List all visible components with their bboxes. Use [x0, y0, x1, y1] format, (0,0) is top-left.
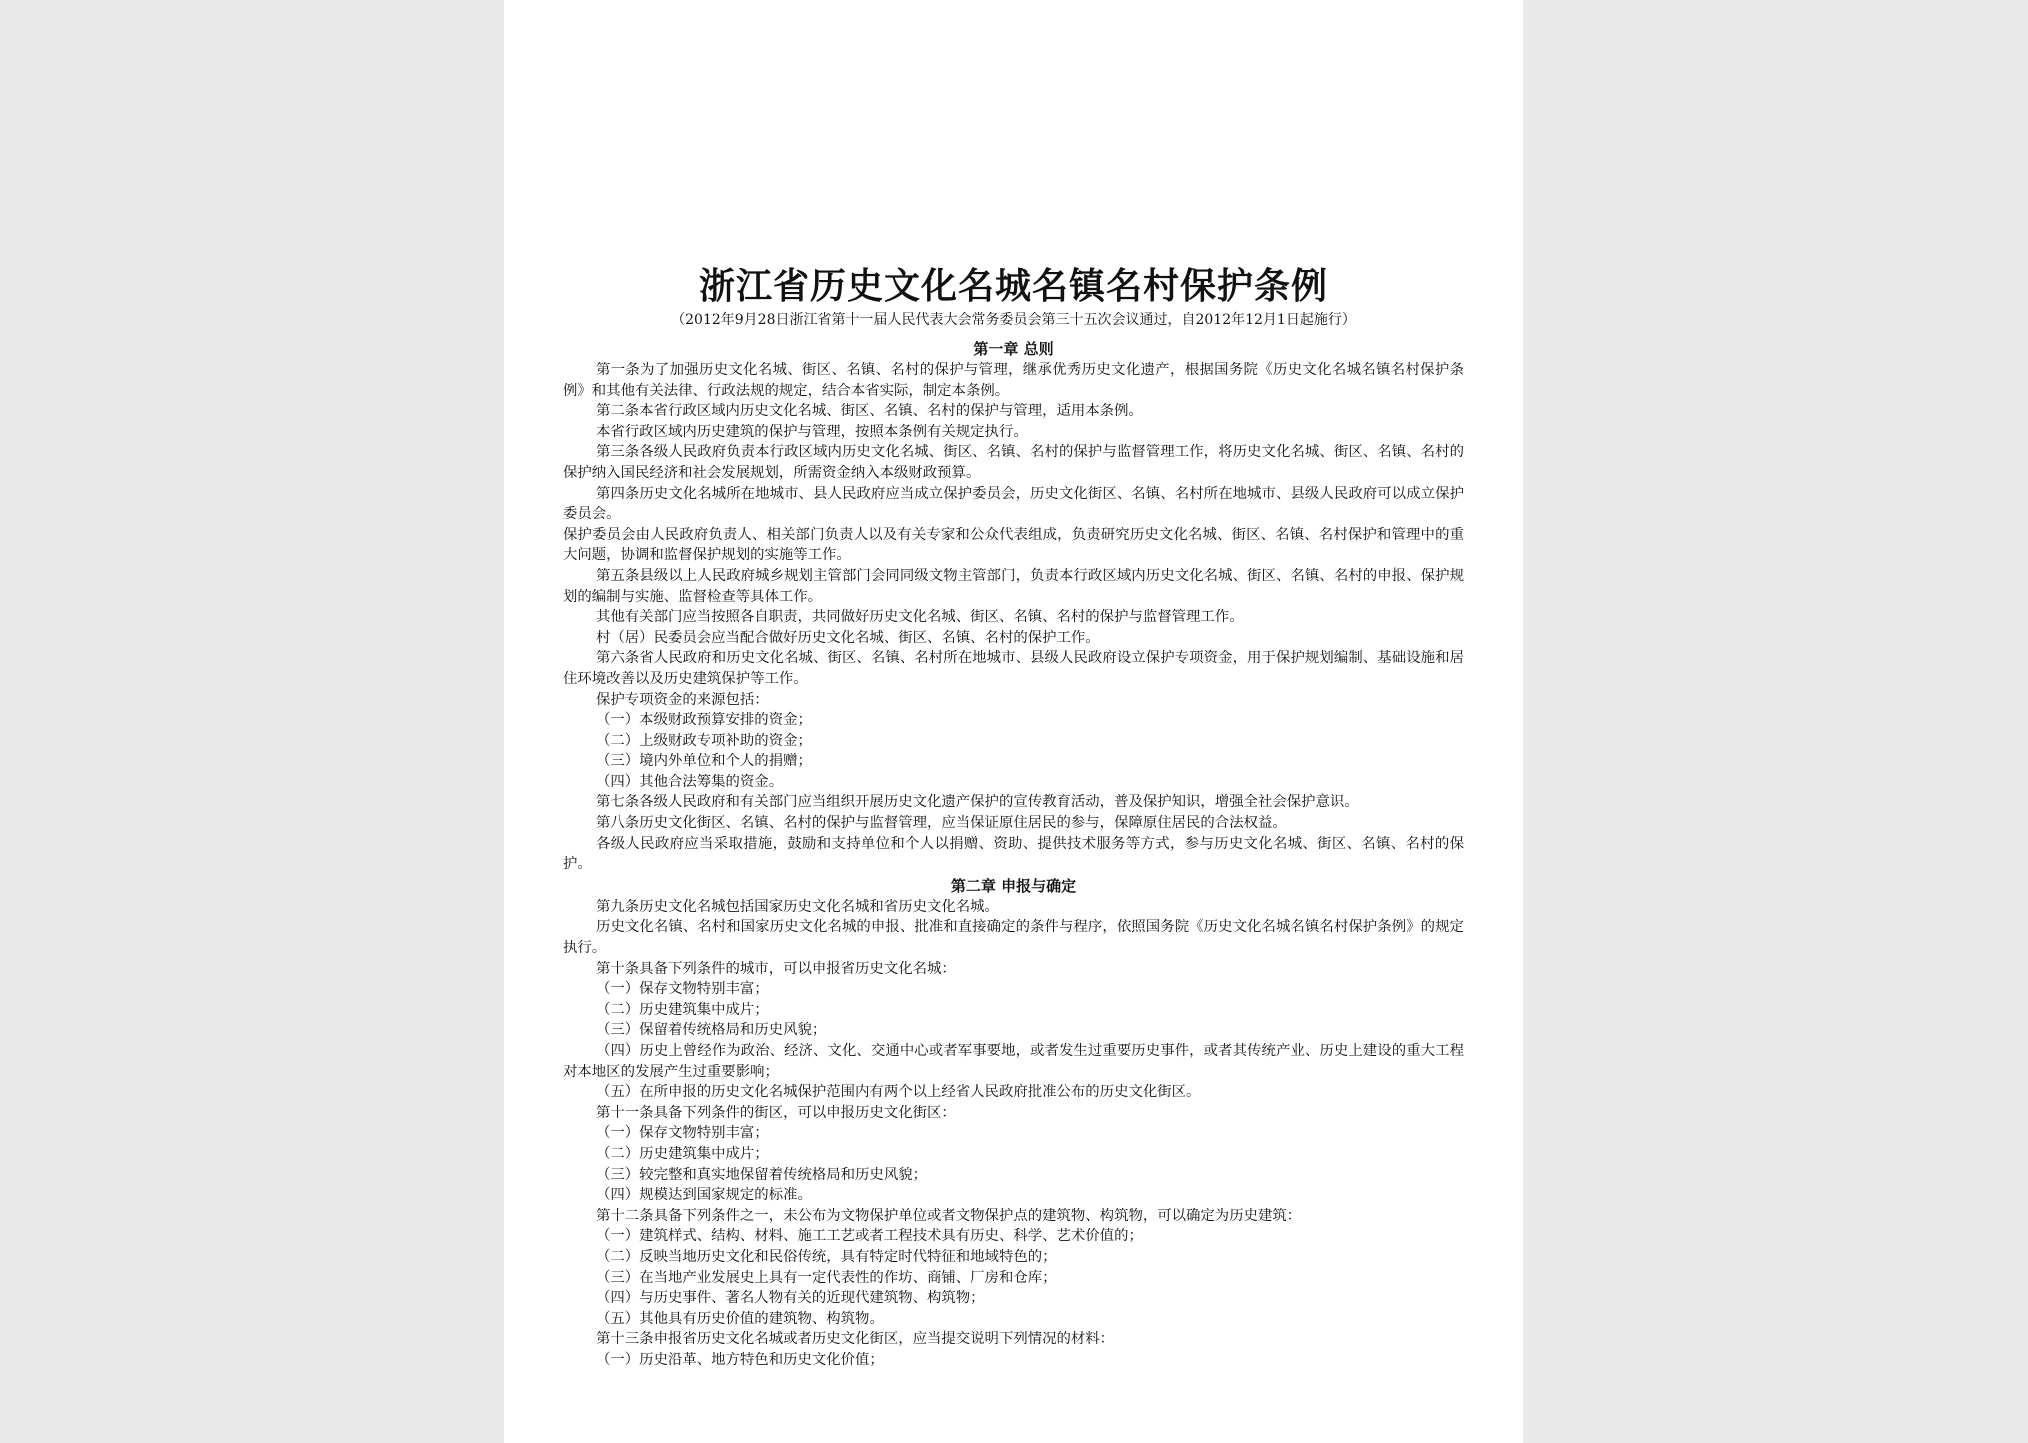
article-paragraph: 第三条各级人民政府负责本行政区域内历史文化名城、街区、名镇、名村的保护与监督管理工作，将历史文化名城、街区、名镇、名村的保护纳入国民经济和社会发展规划，所需资金纳入本级财政预算。 [563, 444, 1464, 481]
article-paragraph: 本省行政区域内历史建筑的保护与管理，按照本条例有关规定执行。 [596, 423, 1028, 440]
article-paragraph: 第四条历史文化名城所在地城市、县人民政府应当成立保护委员会，历史文化街区、名镇、名村所在地城市、县级人民政府可以成立保护委员会。 [563, 485, 1464, 523]
list-item: （二）反映当地历史文化和民俗传统，具有特定时代特征和地域特色的； [596, 1248, 1057, 1265]
chapter-heading: 第一章 总则 [973, 340, 1054, 358]
article-paragraph: 历史文化名镇、名村和国家历史文化名城的申报、批准和直接确定的条件与程序，依照国务院《历史文化名城名镇名村保护条例》的规定执行。 [563, 919, 1464, 957]
article-paragraph: 第七条各级人民政府和有关部门应当组织开展历史文化遗产保护的宣传教育活动，普及保护知识，增强全社会保护意识。 [596, 794, 1359, 811]
article-paragraph: 各级人民政府应当采取措施，鼓励和支持单位和个人以捐赠、资助、提供技术服务等方式，参与历史文化名城、街区、名镇、名村的保护。 [563, 835, 1464, 873]
document-page [504, 0, 1523, 1443]
list-item: （二）历史建筑集中成片； [596, 1001, 769, 1018]
list-item: （四）规模达到国家规定的标准。 [596, 1187, 812, 1204]
article-paragraph: 保护委员会由人民政府负责人、相关部门负责人以及有关专家和公众代表组成，负责研究历史文化名城、街区、名镇、名村保护和管理中的重大问题，协调和监督保护规划的实施等工作。 [563, 526, 1464, 564]
list-item: （四）历史上曾经作为政治、经济、文化、交通中心或者军事要地，或者发生过重要历史事件，或者其传统产业、历史上建设的重大工程对本地区的发展产生过重要影响； [563, 1043, 1464, 1080]
article-paragraph: 第八条历史文化街区、名镇、名村的保护与监督管理，应当保证原住居民的参与，保障原住居民的合法权益。 [596, 815, 1287, 832]
list-item: （四）与历史事件、著名人物有关的近现代建筑物、构筑物； [596, 1290, 985, 1307]
article-paragraph: 第十二条具备下列条件之一，未公布为文物保护单位或者文物保护点的建筑物、构筑物，可以确定为历史建筑： [596, 1207, 1302, 1224]
list-item: （二）历史建筑集中成片； [596, 1145, 769, 1162]
list-item: （三）境内外单位和个人的捐赠； [596, 753, 812, 770]
article-paragraph: 其他有关部门应当按照各自职责，共同做好历史文化名城、街区、名镇、名村的保护与监督管理工作。 [596, 609, 1244, 626]
article-paragraph: 第一条为了加强历史文化名城、街区、名镇、名村的保护与管理，继承优秀历史文化遗产，根据国务院《历史文化名城名镇名村保护条例》和其他有关法律、行政法规的规定，结合本省实际，制定本条例。 [563, 362, 1464, 399]
article-paragraph: 第十条具备下列条件的城市，可以申报省历史文化名城： [596, 960, 956, 977]
document-subtitle: （2012年9月28日浙江省第十一届人民代表大会常务委员会第三十五次会议通过，自2012年12月1日起施行） [671, 312, 1356, 328]
article-paragraph: 第二条本省行政区域内历史文化名城、街区、名镇、名村的保护与管理，适用本条例。 [596, 403, 1143, 420]
list-item: （一）保存文物特别丰富； [596, 981, 769, 998]
list-item: （三）保留着传统格局和历史风貌； [596, 1022, 827, 1039]
list-item: （一）本级财政预算安排的资金； [596, 712, 812, 729]
article-paragraph: 第六条省人民政府和历史文化名城、街区、名镇、名村所在地城市、县级人民政府设立保护专项资金，用于保护规划编制、基础设施和居住环境改善以及历史建筑保护等工作。 [563, 650, 1464, 687]
document-title: 浙江省历史文化名城名镇名村保护条例 [698, 265, 1328, 307]
list-item: （二）上级财政专项补助的资金； [596, 732, 812, 749]
article-paragraph: 第十三条申报省历史文化名城或者历史文化街区，应当提交说明下列情况的材料： [596, 1331, 1115, 1348]
list-item: （四）其他合法筹集的资金。 [596, 773, 784, 790]
list-item: （三）在当地产业发展史上具有一定代表性的作坊、商铺、厂房和仓库； [596, 1269, 1057, 1286]
article-paragraph: 村（居）民委员会应当配合做好历史文化名城、街区、名镇、名村的保护工作。 [596, 629, 1100, 646]
list-item: （三）较完整和真实地保留着传统格局和历史风貌； [596, 1166, 927, 1183]
list-item: （一）保存文物特别丰富； [596, 1125, 769, 1142]
list-item: （五）其他具有历史价值的建筑物、构筑物。 [596, 1310, 884, 1327]
chapter-heading: 第二章 申报与确定 [950, 876, 1077, 895]
list-item: （五）在所申报的历史文化名城保护范围内有两个以上经省人民政府批准公布的历史文化街区。 [596, 1084, 1201, 1101]
article-paragraph: 第九条历史文化名城包括国家历史文化名城和省历史文化名城。 [596, 898, 999, 915]
list-item: （一）建筑样式、结构、材料、施工工艺或者工程技术具有历史、科学、艺术价值的； [596, 1228, 1143, 1245]
article-paragraph: 第十一条具备下列条件的街区，可以申报历史文化街区： [596, 1104, 956, 1121]
article-paragraph: 第五条县级以上人民政府城乡规划主管部门会同同级文物主管部门，负责本行政区域内历史文化名城、街区、名镇、名村的申报、保护规划的编制与实施、监督检查等具体工作。 [563, 567, 1464, 605]
article-paragraph: 保护专项资金的来源包括： [596, 691, 769, 708]
list-item: （一）历史沿革、地方特色和历史文化价值； [596, 1351, 884, 1368]
